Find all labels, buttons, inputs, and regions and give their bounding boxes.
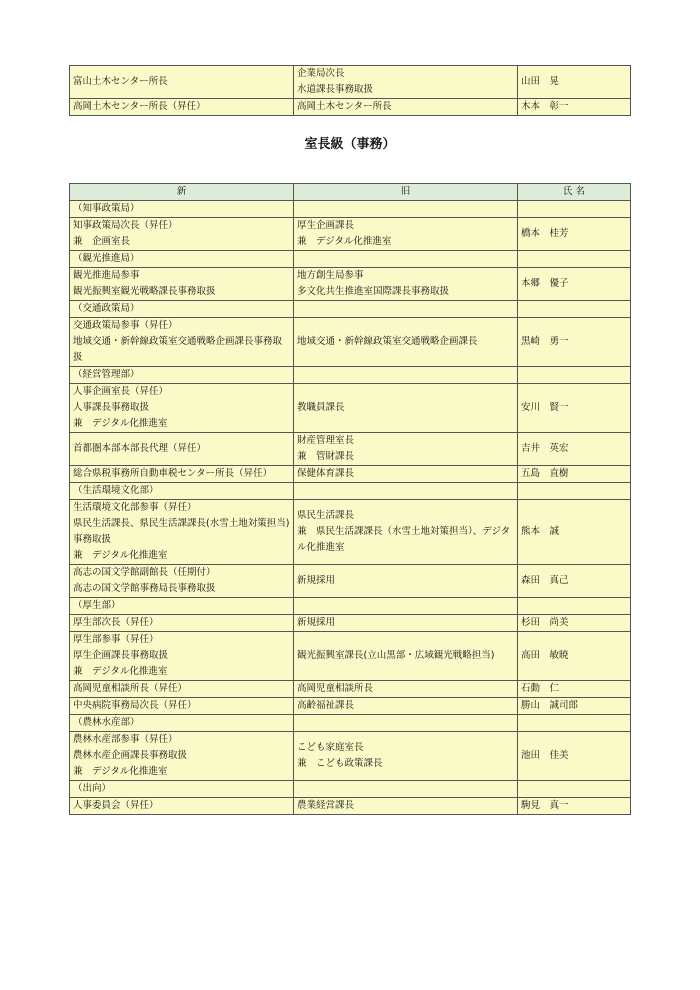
old-position-cell — [294, 466, 518, 483]
old-position-cell-line: 多文化共生推進室国際課長事務取扱 — [297, 286, 450, 297]
section-row — [70, 301, 631, 318]
person-name-cell-line: 池田 佳美 — [521, 750, 569, 761]
section-label: （知事政策局） — [70, 201, 294, 218]
new-position-cell-line: 観光振興室観光戦略課長事務取扱 — [73, 286, 216, 297]
table-row — [70, 798, 631, 815]
old-position-cell-line: 新規採用 — [297, 617, 336, 628]
new-position-cell-line: 高岡児童相談所長（昇任） — [73, 683, 188, 694]
new-position-cell-line: 兼 デジタル化推進室 — [73, 550, 168, 561]
person-name-cell — [518, 698, 631, 715]
person-name-cell — [518, 565, 631, 598]
old-position-cell — [294, 268, 518, 301]
new-position-cell-line: 地域交通・新幹線政策室交通戦略企画課長事務取扱 — [73, 336, 283, 363]
top-table-body — [70, 66, 631, 116]
section-empty-name — [518, 251, 631, 268]
new-position-cell — [70, 798, 294, 815]
new-position-cell — [70, 500, 294, 565]
person-name-cell — [518, 384, 631, 433]
old-position-cell-line: 兼 県民生活課課長（水雪土地対策担当）、デジタル化推進室 — [297, 526, 511, 553]
new-position-cell-line: 富山土木センター所長 — [73, 76, 168, 87]
section-empty-name — [518, 715, 631, 732]
old-position-cell-line: 兼 デジタル化推進室 — [297, 236, 392, 247]
new-position-cell-line: 総合県税事務所自動車税センター所長（昇任） — [73, 468, 273, 479]
person-name-cell — [518, 500, 631, 565]
section-empty-old — [294, 251, 518, 268]
section-label: （厚生部） — [70, 598, 294, 615]
person-name-cell — [518, 433, 631, 466]
assignment-table-body — [70, 201, 631, 815]
header-old: 旧 — [294, 184, 518, 201]
section-empty-old — [294, 483, 518, 500]
header-name: 氏 名 — [518, 184, 631, 201]
old-position-cell — [294, 500, 518, 565]
new-position-cell — [70, 632, 294, 681]
person-name-cell-line: 橋本 桂芳 — [521, 228, 569, 239]
new-position-cell — [70, 615, 294, 632]
assignment-table — [69, 183, 631, 815]
table-row — [70, 268, 631, 301]
old-position-cell-line: 地方創生局参事 — [297, 270, 364, 281]
section-row — [70, 201, 631, 218]
old-position-cell-line: こども家庭室長 — [297, 742, 364, 753]
new-position-cell — [70, 433, 294, 466]
old-position-cell-line: 財産管理室長 — [297, 435, 355, 446]
old-position-cell-line: 高岡児童相談所長 — [297, 683, 374, 694]
old-position-cell — [294, 318, 518, 367]
section-empty-old — [294, 367, 518, 384]
person-name-cell-line: 石動 仁 — [521, 683, 560, 694]
old-position-cell — [294, 681, 518, 698]
table-row — [70, 218, 631, 251]
section-label: （農林水産部） — [70, 715, 294, 732]
section-label: （観光推進局） — [70, 251, 294, 268]
person-name-cell-line: 山田 晃 — [521, 76, 560, 87]
old-position-cell — [294, 66, 518, 99]
person-name-cell — [518, 318, 631, 367]
person-name-cell — [518, 615, 631, 632]
person-name-cell-line: 高田 敏暁 — [521, 650, 569, 661]
table-row — [70, 318, 631, 367]
old-position-cell-line: 高齢福祉課長 — [297, 700, 355, 711]
person-name-cell-line: 黒崎 勇一 — [521, 336, 569, 347]
person-name-cell-line: 安川 賢一 — [521, 402, 569, 413]
old-position-cell — [294, 798, 518, 815]
new-position-cell-line: 人事委員会（昇任） — [73, 800, 159, 811]
new-position-cell — [70, 318, 294, 367]
new-position-cell-line: 生活環境文化部参事（昇任） — [73, 502, 197, 513]
person-name-cell-line: 吉井 英宏 — [521, 443, 569, 454]
new-position-cell — [70, 732, 294, 781]
section-empty-old — [294, 301, 518, 318]
new-position-cell — [70, 565, 294, 598]
section-title: 室長級（事務） — [304, 137, 396, 152]
table-header-row — [70, 184, 631, 201]
new-position-cell-line: 首都圏本部本部長代理（昇任） — [73, 443, 207, 454]
section-label: （出向） — [70, 781, 294, 798]
section-label: （生活環境文化部） — [70, 483, 294, 500]
person-name-cell-line: 五島 直樹 — [521, 468, 569, 479]
new-position-cell-line: 知事政策局次長（昇任） — [73, 220, 178, 231]
person-name-cell — [518, 268, 631, 301]
table-row — [70, 632, 631, 681]
section-empty-old — [294, 781, 518, 798]
new-position-cell-line: 中央病院事務局次長（昇任） — [73, 700, 197, 711]
person-name-cell — [518, 681, 631, 698]
person-name-cell-line: 本郷 優子 — [521, 278, 569, 289]
table-row — [70, 698, 631, 715]
old-position-cell — [294, 732, 518, 781]
table-row — [70, 615, 631, 632]
old-position-cell — [294, 615, 518, 632]
new-position-cell-line: 県民生活課長、県民生活課課長(水雪土地対策担当)事務取扱 — [73, 518, 290, 545]
new-position-cell — [70, 218, 294, 251]
new-position-cell — [70, 681, 294, 698]
old-position-cell-line: 兼 こども政策課長 — [297, 758, 383, 769]
section-row — [70, 598, 631, 615]
section-empty-name — [518, 201, 631, 218]
old-position-cell — [294, 218, 518, 251]
old-position-cell-line: 兼 管財課長 — [297, 451, 355, 462]
new-position-cell — [70, 384, 294, 433]
new-position-cell-line: 厚生部参事（昇任） — [73, 634, 159, 645]
new-position-cell-line: 人事課長事務取扱 — [73, 402, 150, 413]
old-position-cell — [294, 632, 518, 681]
section-label: （交通政策局） — [70, 301, 294, 318]
new-position-cell-line: 厚生部次長（昇任） — [73, 617, 159, 628]
person-name-cell — [518, 99, 631, 116]
old-position-cell-line: 教職員課長 — [297, 402, 345, 413]
table-row — [70, 466, 631, 483]
person-name-cell — [518, 66, 631, 99]
section-row — [70, 251, 631, 268]
person-name-cell — [518, 632, 631, 681]
new-position-cell-line: 農林水産企画課長事務取扱 — [73, 750, 188, 761]
new-position-cell-line: 厚生企画課長事務取扱 — [73, 650, 169, 661]
new-position-cell-line: 高志の国文学館副館長（任期付） — [73, 567, 216, 578]
new-position-cell-line: 兼 デジタル化推進室 — [73, 666, 168, 677]
old-position-cell-line: 企業局次長 — [297, 68, 345, 79]
old-position-cell-line: 保健体育課長 — [297, 468, 355, 479]
person-name-cell-line: 熊本 誠 — [521, 526, 560, 537]
new-position-cell-line: 兼 デジタル化推進室 — [73, 766, 168, 777]
section-row — [70, 483, 631, 500]
header-new: 新 — [70, 184, 294, 201]
top-assignment-table — [69, 65, 631, 116]
table-row — [70, 732, 631, 781]
person-name-cell-line: 森田 真己 — [521, 575, 569, 586]
new-position-cell — [70, 466, 294, 483]
section-label: （経営管理部） — [70, 367, 294, 384]
new-position-cell — [70, 99, 294, 116]
person-name-cell — [518, 798, 631, 815]
old-position-cell-line: 県民生活課長 — [297, 510, 355, 521]
person-name-cell — [518, 466, 631, 483]
person-name-cell-line: 駒見 真一 — [521, 800, 569, 811]
old-position-cell-line: 新規採用 — [297, 575, 336, 586]
new-position-cell — [70, 66, 294, 99]
old-position-cell-line: 厚生企画課長 — [297, 220, 355, 231]
table-row — [70, 384, 631, 433]
new-position-cell-line: 兼 企画室長 — [73, 236, 131, 247]
new-position-cell-line: 交通政策局参事（昇任） — [73, 320, 178, 331]
old-position-cell-line: 農業経営課長 — [297, 800, 355, 811]
new-position-cell-line: 高志の国文学館事務局長事務取扱 — [73, 583, 216, 594]
section-empty-name — [518, 781, 631, 798]
table-row — [70, 433, 631, 466]
section-empty-old — [294, 598, 518, 615]
table-row — [70, 99, 631, 116]
section-empty-name — [518, 483, 631, 500]
old-position-cell — [294, 433, 518, 466]
person-name-cell-line: 勝山 誠司郎 — [521, 700, 579, 711]
section-empty-old — [294, 715, 518, 732]
old-position-cell — [294, 99, 518, 116]
section-row — [70, 367, 631, 384]
table-row — [70, 66, 631, 99]
person-name-cell — [518, 218, 631, 251]
old-position-cell-line: 地域交通・新幹線政策室交通戦略企画課長 — [297, 336, 478, 347]
section-empty-name — [518, 301, 631, 318]
section-row — [70, 781, 631, 798]
person-name-cell — [518, 732, 631, 781]
new-position-cell — [70, 268, 294, 301]
old-position-cell — [294, 384, 518, 433]
table-row — [70, 681, 631, 698]
new-position-cell-line: 農林水産部参事（昇任） — [73, 734, 178, 745]
new-position-cell-line: 観光推進局参事 — [73, 270, 140, 281]
person-name-cell-line: 杉田 尚美 — [521, 617, 569, 628]
table-row — [70, 565, 631, 598]
section-empty-old — [294, 201, 518, 218]
section-empty-name — [518, 367, 631, 384]
section-empty-name — [518, 598, 631, 615]
section-row — [70, 715, 631, 732]
person-name-cell-line: 木本 彰一 — [521, 101, 569, 112]
new-position-cell-line: 兼 デジタル化推進室 — [73, 418, 168, 429]
new-position-cell — [70, 698, 294, 715]
old-position-cell — [294, 698, 518, 715]
old-position-cell-line: 観光振興室課長(立山黒部・広域観光戦略担当) — [297, 650, 495, 661]
new-position-cell-line: 高岡土木センター所長（昇任） — [73, 101, 206, 112]
old-position-cell-line: 高岡土木センター所長 — [297, 101, 392, 112]
new-position-cell-line: 人事企画室長（昇任） — [73, 386, 169, 397]
old-position-cell-line: 水道課長事務取扱 — [297, 84, 374, 95]
table-row — [70, 500, 631, 565]
old-position-cell — [294, 565, 518, 598]
